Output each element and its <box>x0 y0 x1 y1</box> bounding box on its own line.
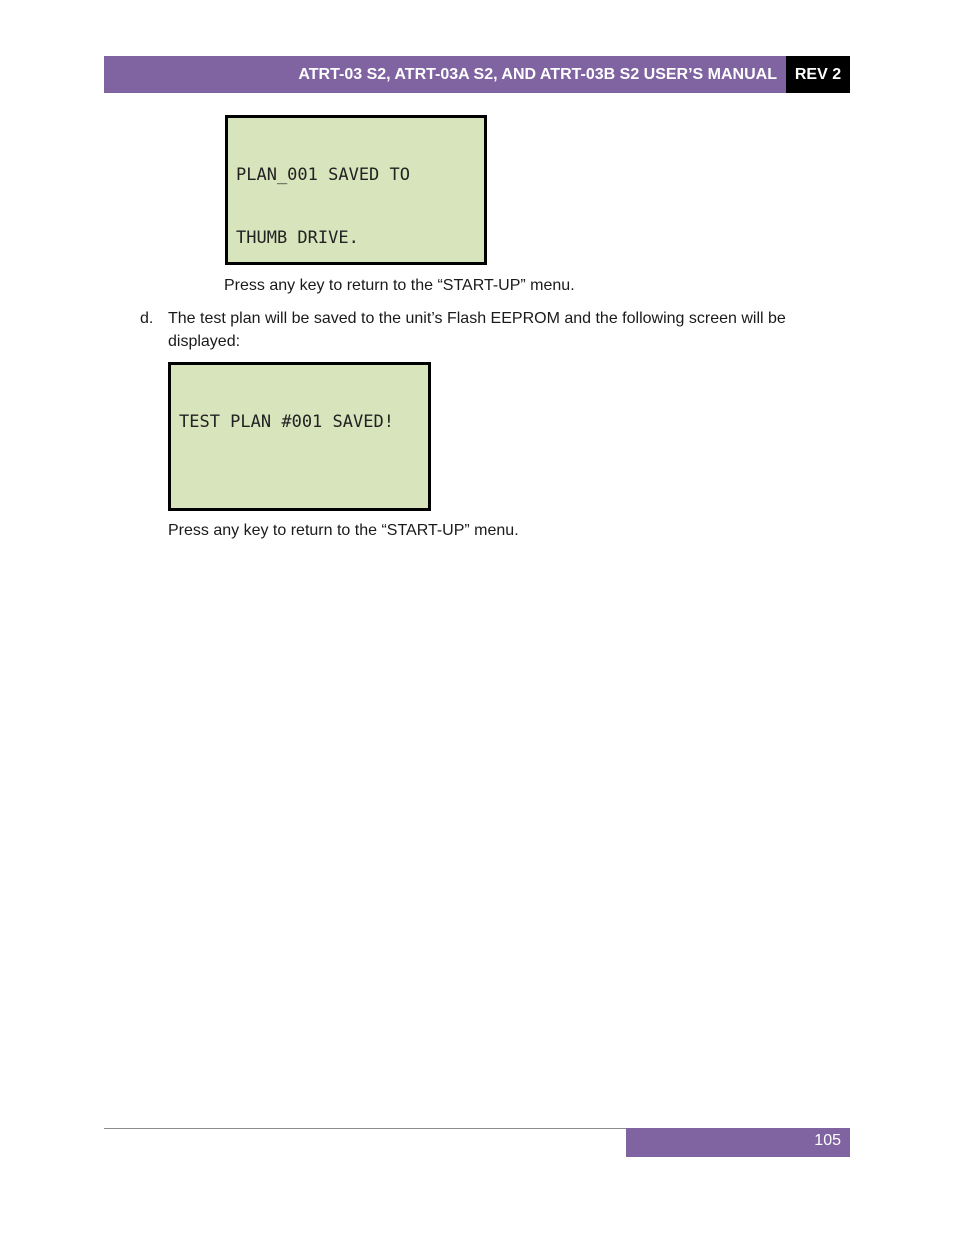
lcd-screen-thumb-drive-saved <box>225 115 487 265</box>
page-number: 105 <box>626 1128 850 1157</box>
step-d-marker: d. <box>140 310 154 327</box>
revision-badge: REV 2 <box>786 56 850 93</box>
lcd-line: PLAN_001 SAVED TO <box>236 165 410 185</box>
return-note: Press any key to return to the “START-UP” menu. <box>168 522 519 539</box>
lcd-screen-test-plan-saved <box>168 362 431 511</box>
lcd-line: TEST PLAN #001 SAVED! <box>179 412 394 432</box>
footer-divider <box>104 1128 626 1129</box>
lcd-line: THUMB DRIVE. <box>236 228 359 248</box>
document-header-title: ATRT-03 S2, ATRT-03A S2, AND ATRT-03B S2 USER’S MANUAL <box>104 56 786 93</box>
step-d-text: The test plan will be saved to the unit’s Flash EEPROM and the following screen will be displayed: <box>168 310 786 350</box>
return-note: Press any key to return to the “START-UP” menu. <box>224 277 575 294</box>
